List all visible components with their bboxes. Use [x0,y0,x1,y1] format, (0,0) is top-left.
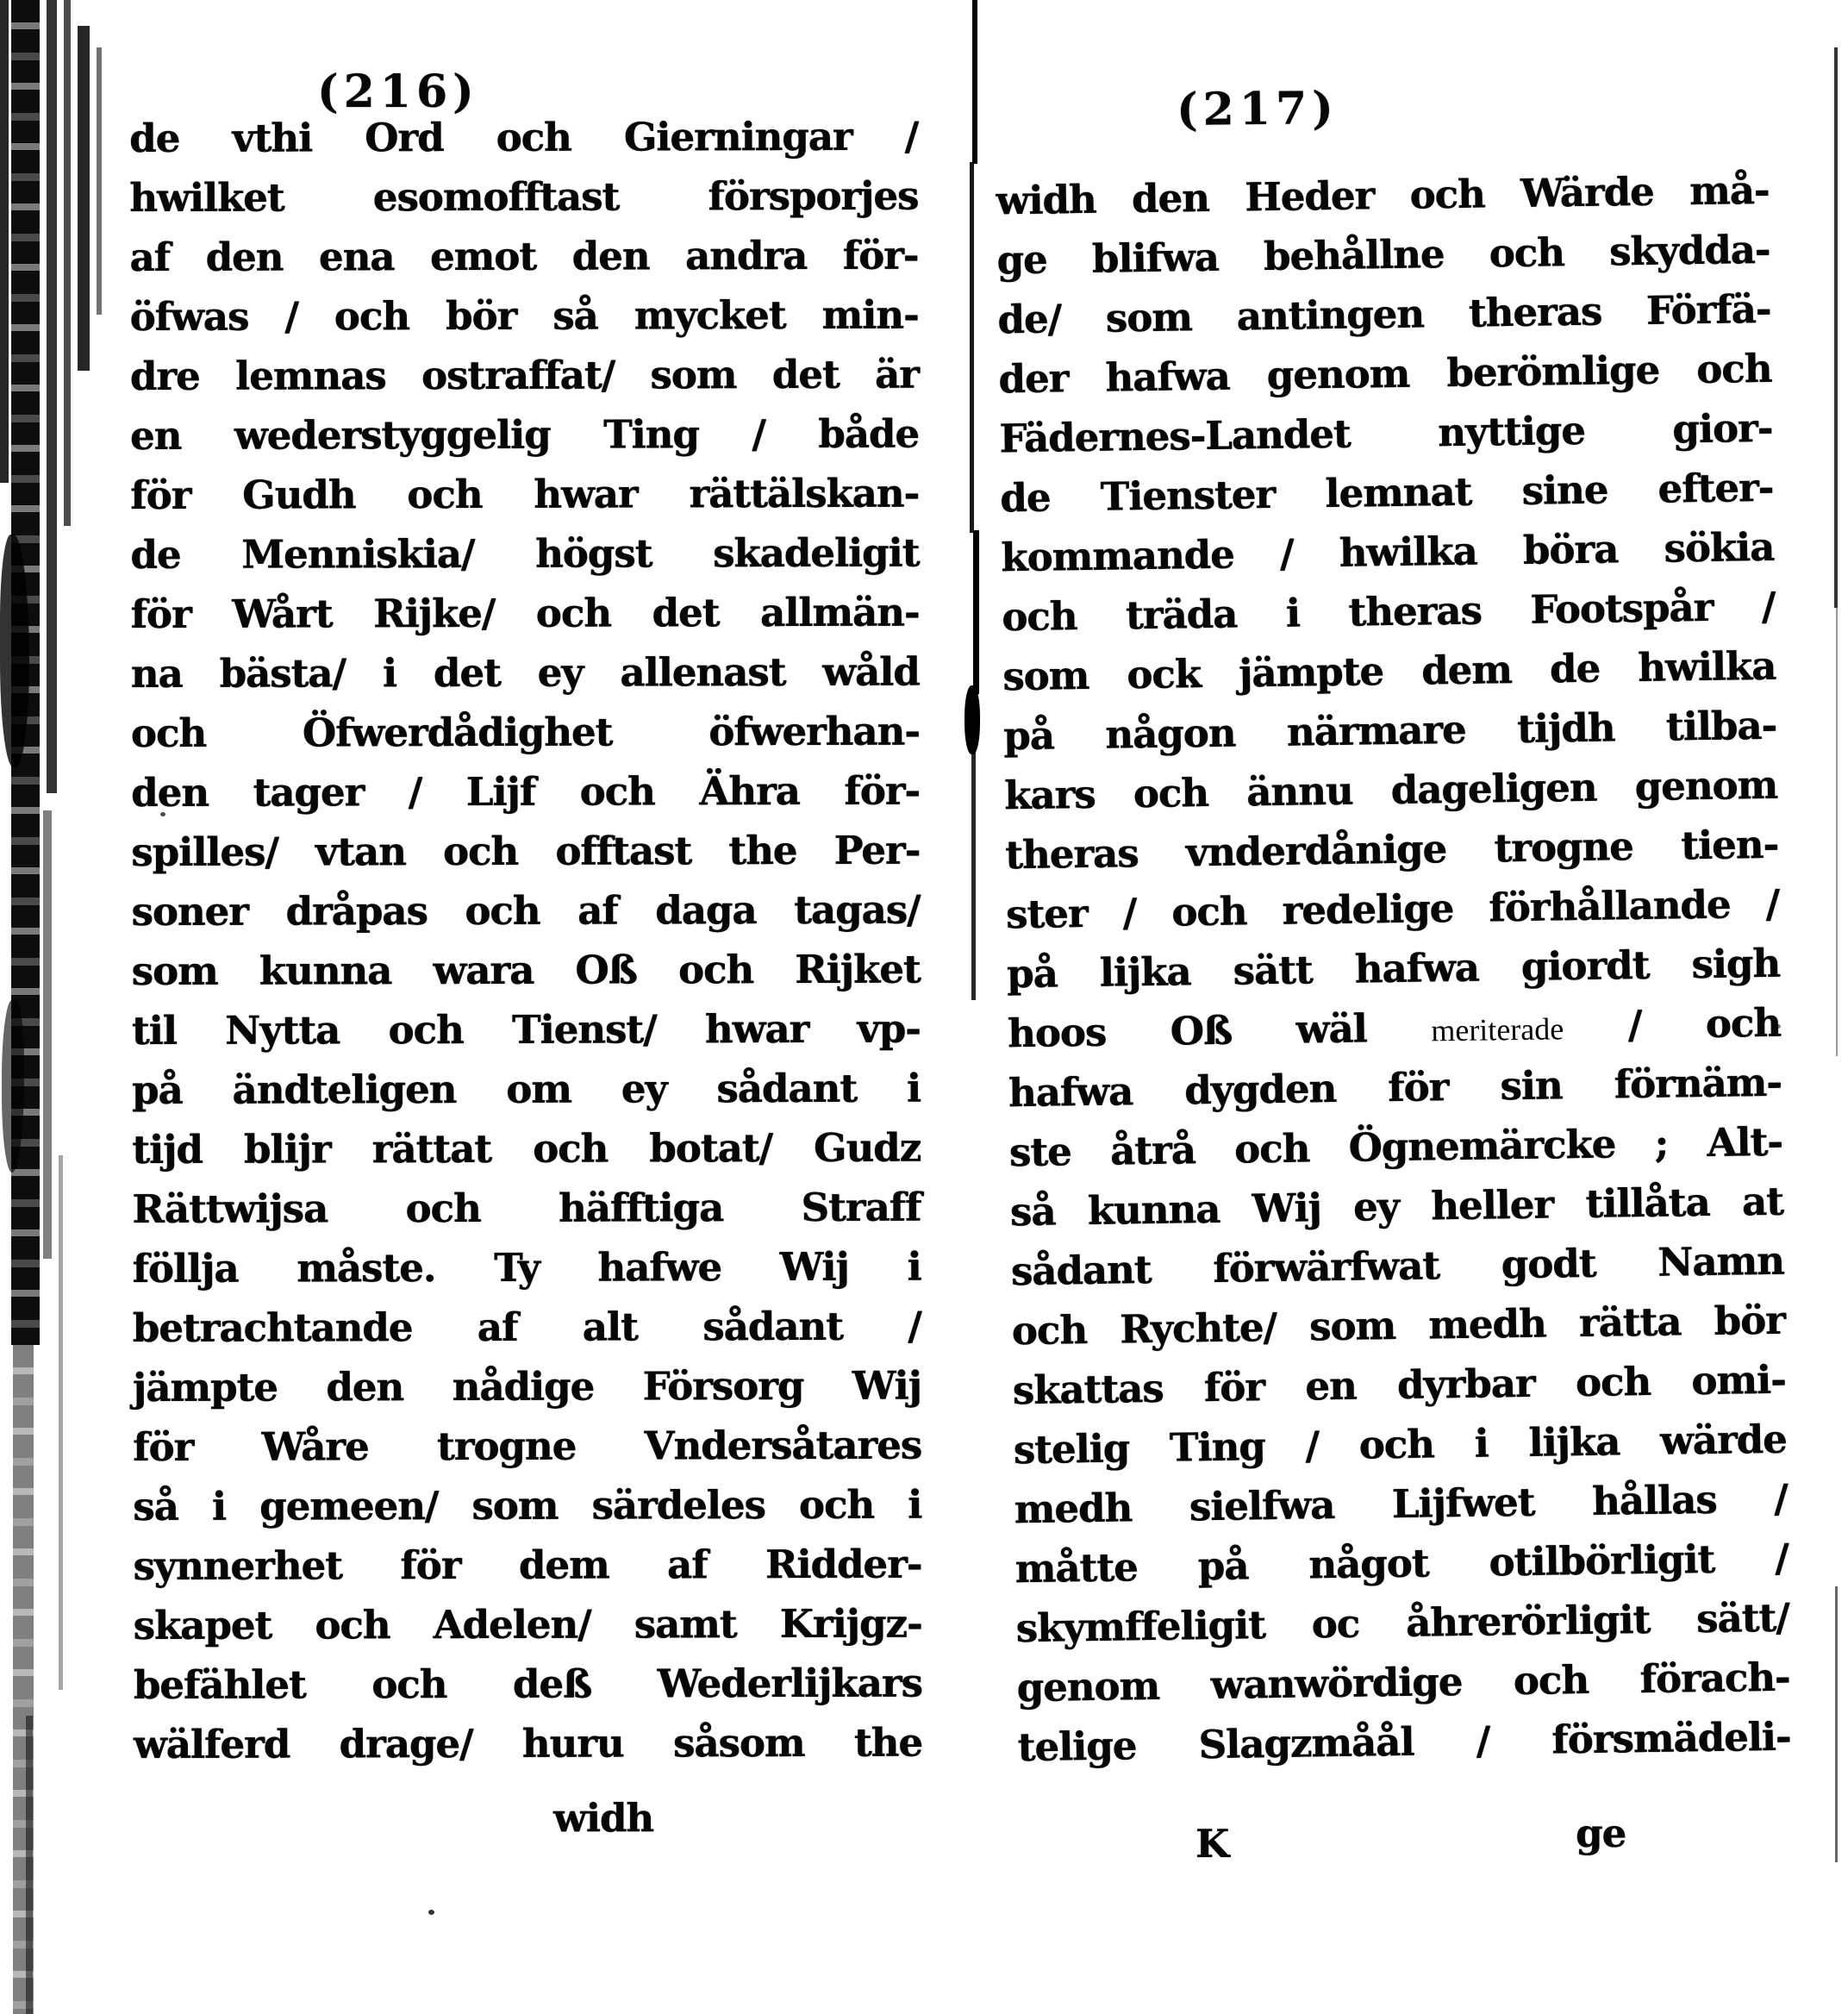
catchword-left: widh [553,1795,654,1841]
text-line: der hafwa genom berömlige och [998,345,1772,403]
page-divider-blot [965,685,980,754]
text-line: betrachtande af alt sådant / [132,1303,921,1351]
text-line: för Gudh och hwar rättälskan- [130,470,920,518]
page-number-right: (217) [1176,82,1339,136]
text-line: dre lemnas ostraffat/ som det är [129,351,919,399]
speck [428,1910,434,1915]
text-line: skapet och Adelen/ samt Krijgz- [133,1600,922,1648]
text-line: Rättwijsa och häfftiga Straff [132,1184,921,1232]
text-line: soner dråpas och af daga tagas/ [131,886,921,935]
text-line: ge blifwa behållne och skydda- [996,226,1770,284]
text-line: jämpte den nådige Försorg Wij [132,1362,921,1410]
text-line: telige Slagzmåål / försmädeli- [1017,1713,1791,1771]
text-line: spilles/ vtan och offtast the Per- [131,827,921,875]
gutter-shadow [43,810,52,1259]
page-edge-line [1834,47,1838,608]
text-line: öfwas / och bör så mycket min- [129,291,919,340]
roman-type-word: meriterade [1431,1011,1564,1048]
text-line: de Menniskia/ högst skadeligit [130,529,920,578]
text-line: ster / och redelige förhållande / [1005,880,1780,938]
text-line: widh den Heder och Wärde må- [996,166,1770,224]
catchword-right: ge [1576,1811,1626,1856]
page-number-left: (216) [317,66,479,118]
gutter-shadow [0,0,9,483]
text-line: de/ som antingen theras Förfä- [997,285,1771,343]
page-divider [973,530,979,694]
text-line: en wederstyggelig Ting / både [129,410,920,459]
text-line: kars och ännu dageligen genom [1003,761,1778,819]
gutter-shadow [78,26,90,371]
gutter-shadow [97,47,102,315]
text-line: skymffeligit oc åhrerörligit sätt/ [1015,1594,1789,1652]
text-line: theras vnderdånige trogne tien- [1004,821,1779,879]
text-line: måtte på något otilbörligit / [1015,1535,1789,1592]
signature-mark: K [1196,1821,1229,1867]
text-line: på lijka sätt hafwa giordt sigh [1006,940,1781,998]
text-line: den tager / Lijf och Ähra för- [131,767,921,816]
text-line: som kunna wara Oß och Rijket [131,946,921,994]
text-line: på ändteligen om ey sådant i [131,1065,921,1113]
text-line: för Wåre trogne Vndersåtares [132,1422,922,1470]
text-line: de vthi Ord och Gierningar / [129,113,919,161]
text-line: stelig Ting / och i lijka wärde [1013,1416,1788,1473]
page-216-text [129,107,922,1774]
text-line: på någon närmare tijdh tilba- [1002,702,1777,760]
text-line: til Nytta och Tienst/ hwar vp- [131,1005,921,1054]
text-line: som ock jämpte dem de hwilka [1002,642,1776,700]
text-line: tijd blijr rättat och botat/ Gudz [132,1124,921,1173]
text-line: så kunna Wij ey heller tillåta at [1009,1178,1784,1235]
text-line: skattas för en dyrbar och omi- [1012,1356,1787,1414]
gutter-shadow [59,1155,63,1690]
text-segment: / och [1563,999,1782,1049]
text-line: föllja måste. Ty hafwe Wij i [132,1243,921,1292]
text-line: synnerhet för dem af Ridder- [133,1541,922,1589]
text-line: befählet och deß Wederlijkars [133,1660,922,1708]
text-line: hafwa dygden för sin förnäm- [1008,1059,1782,1116]
text-line: för Wårt Rijke/ och det allmän- [130,589,920,637]
text-line: kommande / hwilka böra sökia [1000,523,1775,581]
text-line: na bästa/ i det ey allenast wåld [130,648,920,697]
text-line: wälferd drage/ huru såsom the [133,1719,923,1767]
text-line: genom wanwördige och förach- [1016,1654,1790,1711]
gutter-shadow [64,0,71,526]
gutter-shadow [47,0,57,793]
text-line: af den ena emot den andra för- [129,232,919,280]
page-divider [971,750,976,1000]
text-line: och Öfwerdådighet öfwerhan- [130,708,920,756]
text-line: och Rychte/ som medh rätta bör [1011,1297,1786,1354]
text-line: hwilket esomofftast försporjes [129,172,919,221]
page-divider [970,162,974,533]
page-edge-line [1836,608,1838,1056]
text-line: ste åtrå och Ögnemärcke ; Alt- [1008,1118,1783,1176]
text-line [1008,993,1782,1064]
text-line: och träda i theras Footspår / [1001,583,1776,641]
text-line: sådant förwärfwat godt Namn [1010,1237,1785,1295]
text-line: medh sielfwa Lijfwet hållas / [1014,1475,1788,1533]
text-segment: hoos Oß wäl [1007,1004,1432,1057]
page-217-text [996,160,1791,1777]
text-line: de Tienster lemnat sine efter- [999,464,1774,522]
gutter-shadow [26,1716,33,2014]
page-edge-line [1835,1586,1838,1862]
text-line: så i gemeen/ som särdeles och i [133,1481,922,1529]
text-line: Fädernes-Landet nyttige gior- [999,404,1773,462]
page-divider [972,0,977,164]
